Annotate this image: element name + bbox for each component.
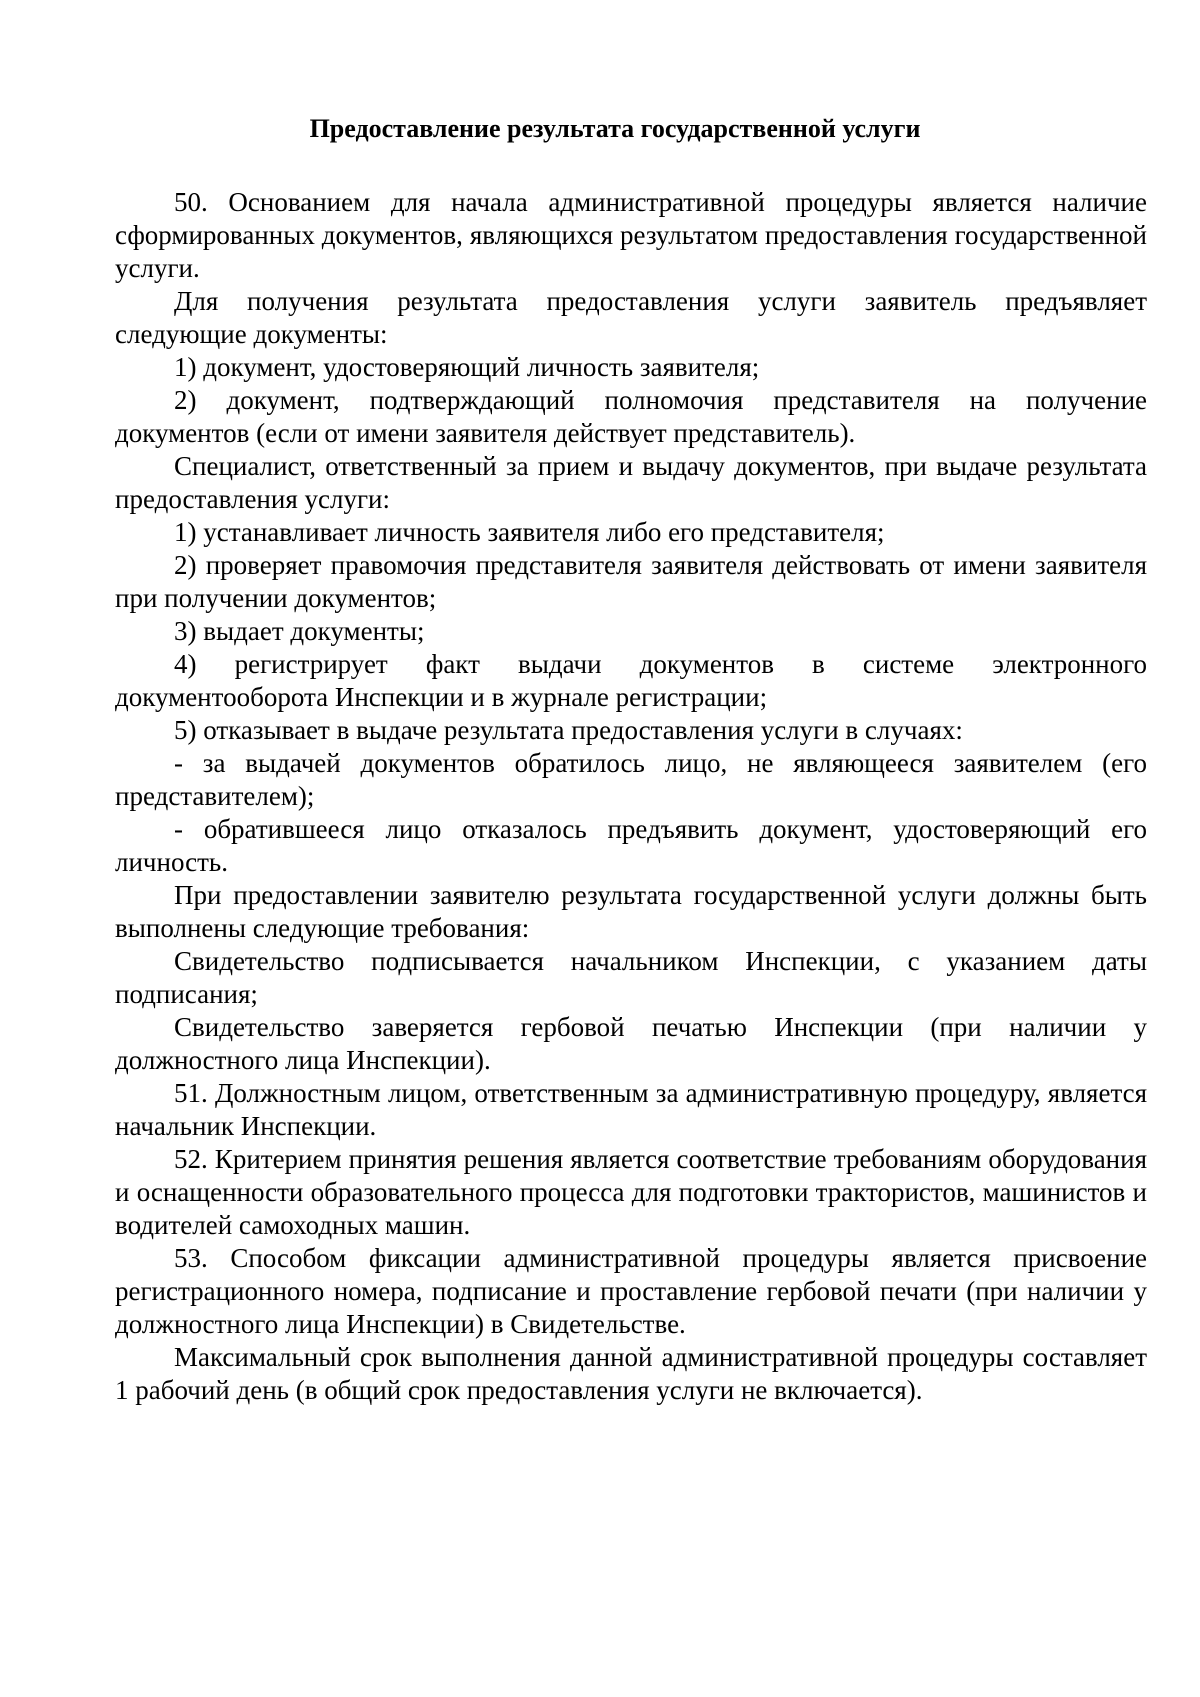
list-item-identity-document: 1) документ, удостоверяющий личность заявителя; [174,352,760,382]
requirement-seal: Свидетельство заверяется гербовой печатью Инспекции (при наличии у должностного лица Инспекции). [115,1012,1147,1075]
paragraph-51: 51. Должностным лицом, ответственным за административную процедуру, является начальник Инспекции. [115,1078,1147,1141]
list-item-authority-document: 2) документ, подтверждающий полномочия представителя на получение документов (если от имени заявителя действует представитель). [115,385,1147,448]
document-body [115,186,1147,1407]
section-heading: Предоставление результата государственной услуги [309,114,921,143]
refusal-case-no-id: - обратившееся лицо отказалось предъявить документ, удостоверяющий его личность. [115,814,1147,877]
paragraph-specialist-duties: Специалист, ответственный за прием и выдачу документов, при выдаче результата предоставления услуги: [115,451,1147,514]
list-item-check-authority: 2) проверяет правомочия представителя заявителя действовать от имени заявителя при получении документов; [115,550,1147,613]
paragraph-requirements: При предоставлении заявителю результата государственной услуги должны быть выполнены следующие требования: [115,880,1147,943]
paragraph-53: 53. Способом фиксации административной процедуры является присвоение регистрационного номера, подписание и проставление гербовой печати (при наличии у должностного лица Инспекции) в Свидетельстве. [115,1243,1147,1339]
list-item-issue-documents: 3) выдает документы; [174,616,425,646]
paragraph-required-documents: Для получения результата предоставления услуги заявитель предъявляет следующие документы: [115,286,1147,349]
refusal-case-not-applicant: - за выдачей документов обратилось лицо, не являющееся заявителем (его представителем); [115,748,1147,811]
list-item-register-issue: 4) регистрирует факт выдачи документов в системе электронного документооборота Инспекции и в журнале регистрации; [115,649,1147,712]
paragraph-max-duration: Максимальный срок выполнения данной административной процедуры составляет 1 рабочий день (в общий срок предоставления услуги не включается). [115,1342,1147,1405]
requirement-signature: Свидетельство подписывается начальником Инспекции, с указанием даты подписания; [115,946,1147,1009]
list-item-refuse-issue: 5) отказывает в выдаче результата предоставления услуги в случаях: [174,715,963,745]
list-item-establish-identity: 1) устанавливает личность заявителя либо его представителя; [174,517,885,547]
paragraph-52: 52. Критерием принятия решения является соответствие требованиям оборудования и оснащенности образовательного процесса для подготовки трактористов, машинистов и водителей самоходных машин. [115,1144,1147,1240]
paragraph-50: 50. Основанием для начала административной процедуры является наличие сформированных документов, являющихся результатом предоставления государственной услуги. [115,187,1147,283]
